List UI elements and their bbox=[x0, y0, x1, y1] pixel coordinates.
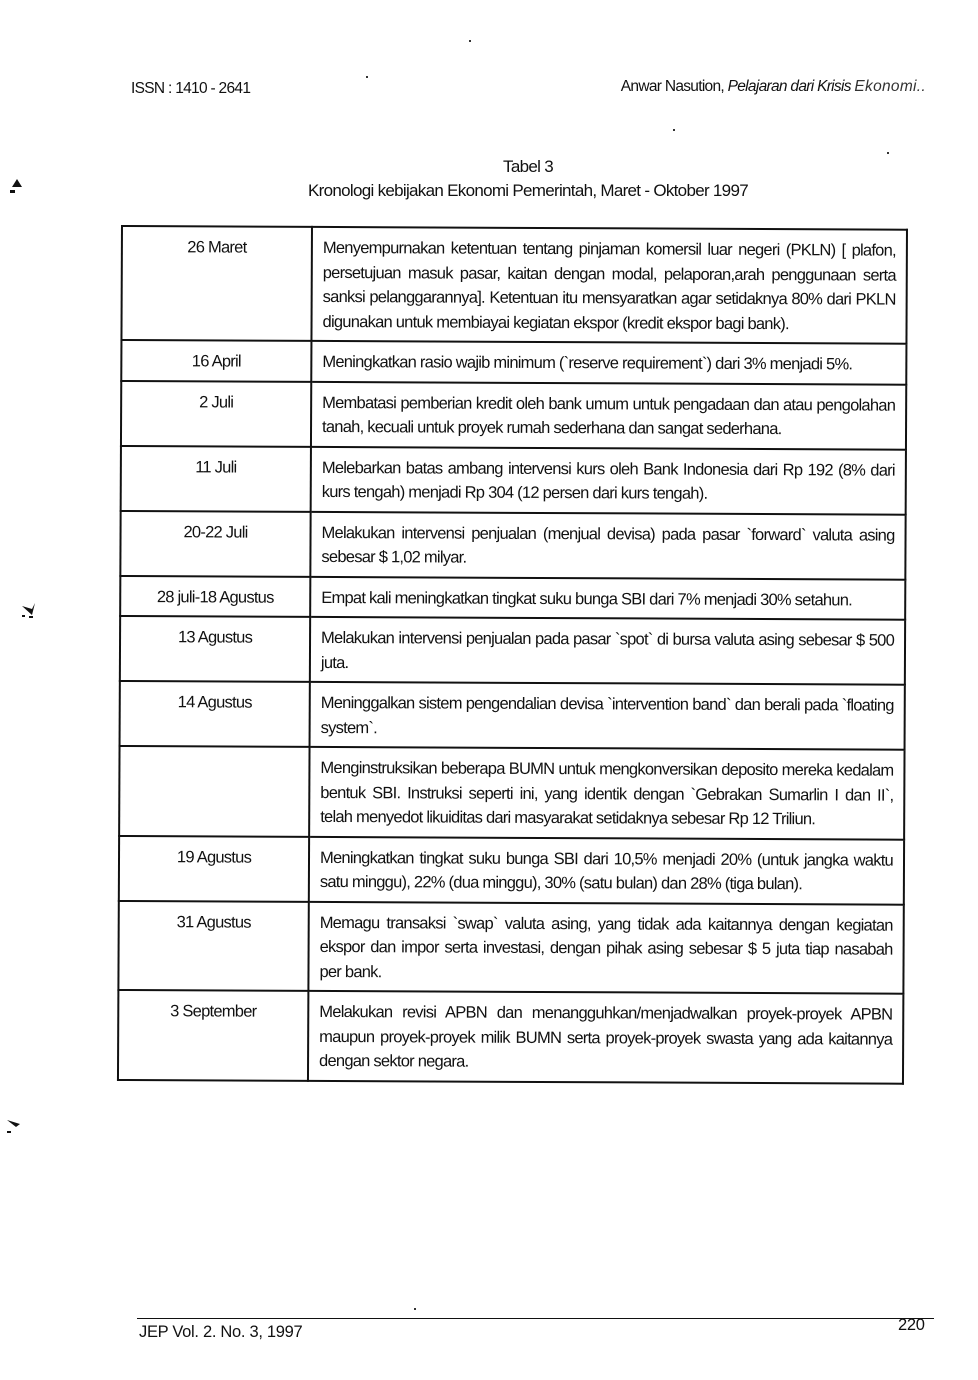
table-caption bbox=[0, 155, 978, 203]
page-number: 220 bbox=[898, 1316, 925, 1334]
row-date: 26 Maret bbox=[121, 226, 312, 341]
row-policy-description: Membatasi pemberian kredit oleh bank umum untuk pengadaan dan atau pengolahan tanah, kecuali untuk proyek rumah sederhana dan sangat sederhana. bbox=[311, 381, 906, 449]
row-policy-description: Melakukan intervensi penjualan (menjual devisa) pada pasar `forward` valuta asing sebesar $ 1,02 milyar. bbox=[310, 511, 905, 579]
table-row bbox=[120, 616, 905, 685]
row-policy-description: Melakukan intervensi penjualan pada pasar `spot` di bursa valuta asing sebesar $ 500 juta. bbox=[310, 617, 905, 685]
scan-mark-icon bbox=[6, 1119, 24, 1137]
row-date: 14 Agustus bbox=[120, 681, 310, 747]
scan-speck bbox=[887, 152, 889, 154]
scan-speck bbox=[414, 1308, 416, 1310]
table-row bbox=[121, 446, 906, 515]
row-policy-description: Meningkatkan tingkat suku bunga SBI dari 10,5% menjadi 20% (untuk jangka waktu satu minggu), 22% (dua minggu), 30% (satu bulan) dan 28% (tiga bulan). bbox=[309, 836, 904, 904]
scan-speck bbox=[673, 129, 675, 131]
table-row bbox=[118, 990, 903, 1083]
row-date: 2 Juli bbox=[121, 381, 311, 447]
scan-speck bbox=[366, 76, 368, 78]
policy-chronology-table-container bbox=[117, 225, 908, 1084]
table-row bbox=[118, 900, 903, 993]
article-title-end: Ekonomi.. bbox=[854, 78, 926, 95]
table-row bbox=[121, 340, 906, 384]
table-row bbox=[121, 226, 907, 344]
running-title-header bbox=[621, 78, 926, 96]
row-date: 11 Juli bbox=[121, 446, 311, 512]
row-date: 13 Agustus bbox=[120, 616, 310, 682]
table-label: Tabel 3 bbox=[503, 157, 553, 176]
table-row bbox=[119, 835, 904, 904]
row-policy-description: Memagu transaksi `swap` valuta asing, yang tidak ada kaitannya dengan kegiatan ekspor dan impor serta investasi, dengan pihak asing sebesar $ 5 juta tiap nasabah per bank. bbox=[308, 901, 903, 993]
row-policy-description: Meningkatkan rasio wajib minimum (`reserve requirement`) dari 3% menjadi 5%. bbox=[311, 341, 906, 384]
table-row bbox=[120, 576, 905, 620]
row-date: 28 juli-18 Agustus bbox=[120, 576, 310, 617]
row-date bbox=[119, 746, 309, 836]
scan-mark-icon bbox=[20, 603, 38, 621]
table-body bbox=[118, 226, 907, 1083]
row-date: 3 September bbox=[118, 990, 308, 1080]
row-policy-description: Meninggalkan sistem pengendalian devisa `intervention band` dan berali pada `floating system`. bbox=[310, 682, 905, 750]
scan-mark-icon bbox=[8, 178, 26, 196]
author-name: Anwar Nasution, bbox=[620, 78, 725, 95]
issn-header: ISSN : 1410 - 2641 bbox=[131, 80, 251, 97]
scan-speck bbox=[469, 40, 471, 42]
table-row bbox=[120, 511, 905, 580]
journal-citation: JEP Vol. 2. No. 3, 1997 bbox=[139, 1323, 303, 1341]
row-policy-description: Empat kali meningkatkan tingkat suku bunga SBI dari 7% menjadi 30% setahun. bbox=[310, 576, 905, 619]
footer-rule bbox=[137, 1318, 934, 1319]
row-date: 19 Agustus bbox=[119, 835, 309, 901]
policy-chronology-table bbox=[117, 225, 908, 1084]
table-title: Kronologi kebijakan Ekonomi Pemerintah, Maret - Oktober 1997 bbox=[308, 181, 748, 200]
table-row bbox=[121, 381, 906, 450]
row-policy-description: Melakukan revisi APBN dan menangguhkan/menjadwalkan proyek-proyek APBN maupun proyek-proyek milik BUMN serta proyek-proyek swasta yang ada kaitannya dengan sektor negara. bbox=[308, 991, 903, 1083]
table-row bbox=[119, 746, 904, 839]
row-date: 20-22 Juli bbox=[120, 511, 310, 577]
row-date: 16 April bbox=[121, 340, 311, 381]
row-policy-description: Menyempurnakan ketentuan tentang pinjaman komersil luar negeri (PKLN) [ plafon, persetujuan masuk pasar, kaitan dengan modal, pelaporan,arah penggunaan serta sanksi pelanggarannya]. Ketentuan itu mensyaratkan agar setidaknya 80% dari PKLN digunakan untuk membiayai kegiatan ekspor (kredit ekspor bagi bank). bbox=[311, 227, 907, 344]
row-policy-description: Menginstruksikan beberapa BUMN untuk mengkonversikan deposito mereka kedalam bentuk SBI. Instruksi seperti ini, yang identik dengan `Gebrakan Sumarlin I dan II`, telah menyedot likuiditas dari masyarakat setidaknya sebesar Rp 12 Triliun. bbox=[309, 747, 904, 839]
table-row bbox=[120, 681, 905, 750]
row-policy-description: Melebarkan batas ambang intervensi kurs oleh Bank Indonesia dari Rp 192 (8% dari kurs tengah) menjadi Rp 304 (12 persen dari kurs tengah). bbox=[311, 446, 906, 514]
row-date: 31 Agustus bbox=[118, 900, 308, 990]
article-title: Pelajaran dari Krisis bbox=[727, 78, 851, 95]
